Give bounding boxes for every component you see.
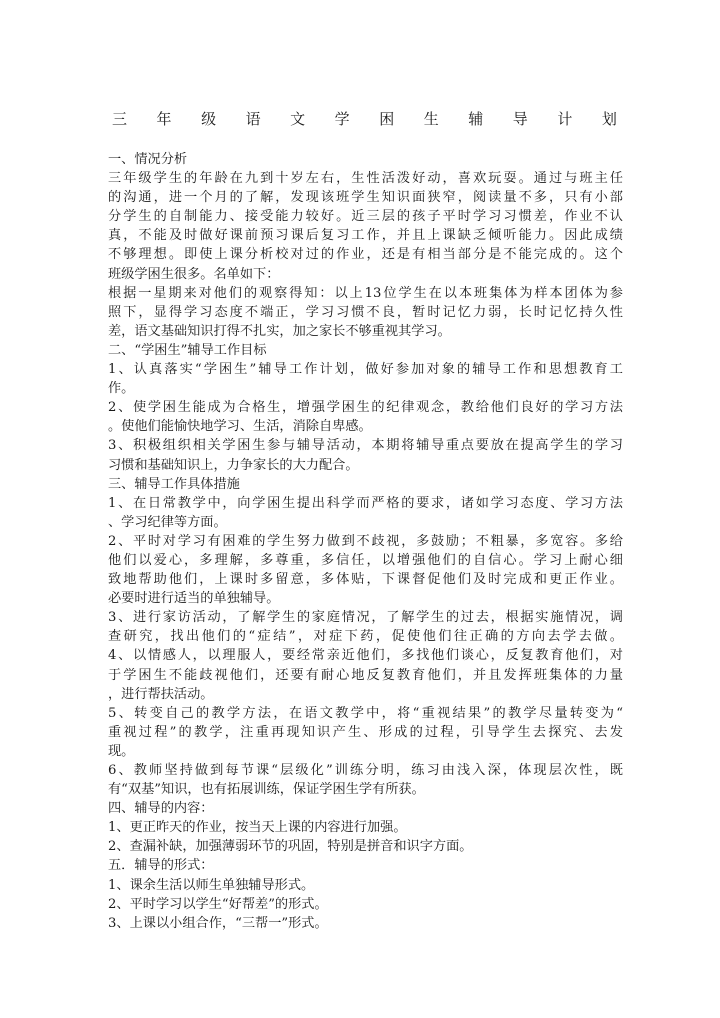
text-line: 1、课余生活以师生单独辅导形式。 [108,877,315,893]
document-body [108,150,623,933]
text-line: 6、教师坚持做到每节课“层级化”训练分明，练习由浅入深，体现层次性，既 [108,763,623,778]
text-line: 3、上课以小组合作，“三帮一”形式。 [108,915,328,931]
text-line: 不够理想。即使上课分析校对过的作业，还是有相当部分是不能完成的。这个 [108,247,623,263]
text-line: 现。 [108,743,135,759]
text-line: 2、使学困生能成为合格生，增强学困生的纪律观念，教给他们良好的学习方法 [108,400,623,416]
title-char: 文 [290,110,306,128]
text-line: 3、积极组织相关学困生参与辅导活动，本期将辅导重点要放在提高学生的学习 [108,438,623,454]
text-line: ，进行帮扶活动。 [108,686,214,702]
text-line: 真，不能及时做好课前预习课后复习工作，并且上课缺乏倾听能力。因此成绩 [108,228,623,244]
title-char: 计 [557,110,573,128]
text-line: 的沟通，进一个月的了解，发现该班学生知识面狭窄，阅读量不多，只有小部 [108,190,623,206]
title-char: 划 [601,110,617,128]
title-char: 导 [512,110,528,128]
text-line: 致地帮助他们，上课时多留意，多体贴，下课督促他们及时完成和更正作业。 [108,572,623,588]
text-line: 2、平时对学习有困难的学生努力做到不歧视，多鼓励；不粗暴，多宽容。多给 [108,533,623,549]
text-line: 差，语文基础知识打得不扎实，加之家长不够重视其学习。 [108,323,451,339]
text-line: 他们以爱心，多理解，多尊重，多信任，以增强他们的自信心。学习上耐心细 [108,552,623,568]
text-line: 三年级学生的年龄在九到十岁左右，生性活泼好动，喜欢玩耍。通过与班主任 [108,171,623,187]
title-char: 困 [379,110,395,128]
title-char: 三 [112,110,128,128]
text-line: 3、进行家访活动，了解学生的家庭情况，了解学生的过去，根据实施情况，调 [108,610,623,626]
title-char: 生 [423,110,439,128]
text-line: 照下，显得学习态度不端正，学习习惯不良，暂时记忆力弱，长时记忆持久性 [108,304,623,320]
text-line: 作。 [108,381,135,397]
title-char: 学 [334,110,350,128]
text-line: 4、以情感人，以理服人，要经常亲近他们，多找他们谈心，反复教育他们，对 [108,648,623,664]
text-line: 分学生的自制能力、接受能力较好。近三层的孩子平时学习习惯差，作业不认 [108,209,623,225]
text-line: 5、转变自己的教学方法，在语文教学中，将“重视结果”的教学尽量转变为“ [108,705,623,721]
text-line: 习惯和基础知识上，力争家长的大力配合。 [108,457,359,473]
text-line: 四、辅导的内容： [108,801,214,817]
title-char: 年 [156,110,172,128]
text-line: 一、情况分析 [108,152,188,167]
text-line: 必要时进行适当的单独辅导。 [108,591,280,607]
text-line: 五．辅导的形式： [108,858,214,874]
text-line: 。使他们能愉快地学习、生活，消除自卑感。 [108,419,372,435]
title-char: 辅 [468,110,484,128]
text-line: 班级学困生很多。名单如下： [108,266,280,282]
text-line: 1、认真落实“学困生”辅导工作计划，做好参加对象的辅导工作和思想教育工 [108,362,623,378]
text-line: 、学习纪律等方面。 [108,514,227,530]
text-line: 2、查漏补缺，加强薄弱环节的巩固，特别是拼音和识字方面。 [108,839,473,855]
text-line: 二、“学困生”辅导工作目标 [108,342,267,358]
title-char: 语 [245,110,261,128]
document-title [112,108,617,130]
text-line: 2、平时学习以学生“好帮差”的形式。 [108,896,328,912]
text-line: 重视过程”的教学，注重再现知识产生、形成的过程，引导学生去探究、去发 [108,724,623,740]
text-line: 查研究，找出他们的“症结”，对症下药，促使他们往正确的方向去学去做。 [108,629,623,645]
text-line: 根据一星期来对他们的观察得知：以上13位学生在以本班集体为样本团体为参 [108,285,623,301]
text-line: 1、更正昨天的作业，按当天上课的内容进行加强。 [108,820,407,836]
text-line: 1、在日常教学中，向学困生提出科学而严格的要求，诸如学习态度、学习方法 [108,495,623,511]
text-line: 三、辅导工作具体措施 [108,476,240,492]
title-char: 级 [201,110,217,128]
text-line: 于学困生不能歧视他们，还要有耐心地反复教育他们，并且发挥班集体的力量 [108,667,623,683]
text-line: 有“双基”知识，也有拓展训练，保证学困生学有所获。 [108,782,425,798]
